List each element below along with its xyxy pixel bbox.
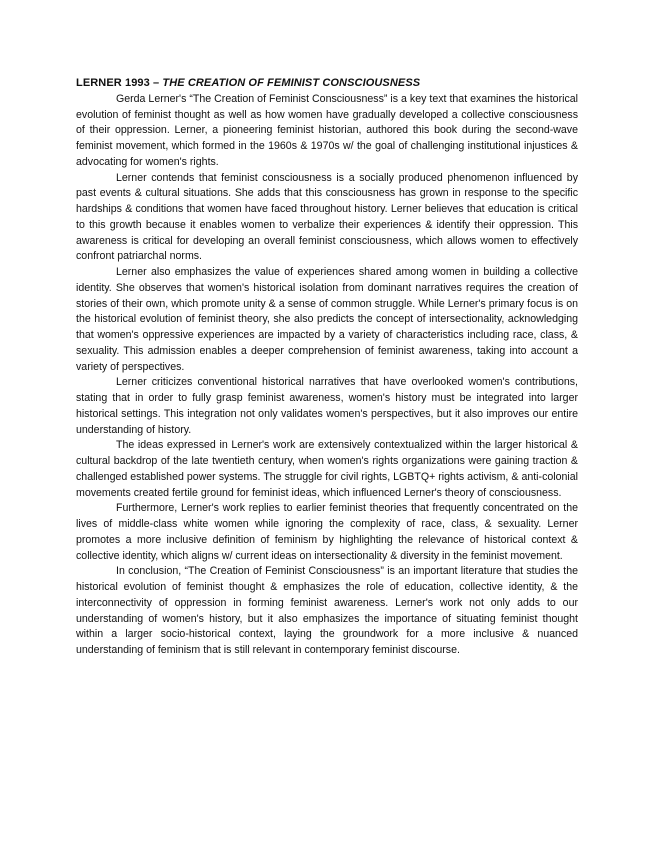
paragraph-1: Gerda Lerner's “The Creation of Feminist Consciousness” is a key text that examines the historical evolution of feminist thought as well as how women have gradually developed a collective consciousness of their oppression. Lerner, a pioneering feminist historian, authored this book during the second-wave feminist movement, which formed in the 1960s & 1970s w/ the goal of challenging institutional injustices & advocating for women's rights. (76, 92, 578, 168)
document-title (76, 76, 578, 92)
paragraph-7: In conclusion, “The Creation of Feminist Consciousness” is an important literature that studies the historical evolution of feminist thought & emphasizes the role of education, collective identity, & the interconnectivity of oppression in forming feminist awareness. Lerner's work not only adds to our understanding of women's history, but it also emphasizes the importance of situating feminist thought within a larger socio-historical context, laying the groundwork for a more inclusive & nuanced understanding of feminism that is still relevant in contemporary feminist discourse. (76, 565, 578, 656)
paragraph-2: Lerner contends that feminist consciousness is a socially produced phenomenon influenced by past events & cultural situations. She adds that this consciousness has grown in response to the specific hardships & conditions that women have faced throughout history. Lerner believes that education is critical to this growth because it enables women to verbalize their experiences & identify their oppression. This awareness is critical for developing an overall feminist consciousness, which allows women to effectively confront patriarchal norms. (76, 171, 578, 263)
paragraph-5: The ideas expressed in Lerner's work are extensively contextualized within the larger historical & cultural backdrop of the late twentieth century, when women's rights organizations were gaining traction & challenged established power systems. The struggle for civil rights, LGBTQ+ rights activism, & anti-colonial movements created fertile ground for feminist ideas, which influenced Lerner's theory of consciousness. (76, 439, 578, 499)
paragraph-3: Lerner also emphasizes the value of experiences shared among women in building a collective identity. She observes that women's historical isolation from dominant narratives requires the creation of stories of their own, which promote unity & a sense of common struggle. While Lerner's primary focus is on the historical evolution of feminist theory, she also predicts the concept of intersectionality, acknowledging that women's oppressive experiences are impacted by a variety of characteristics including race, class, & sexuality. This admission enables a deeper comprehension of feminist awareness, taking into account a variety of perspectives. (76, 266, 578, 373)
paragraph-4: Lerner criticizes conventional historical narratives that have overlooked women's contributions, stating that in order to fully grasp feminist awareness, women's history must be integrated into larger historical settings. This integration not only validates women's perspectives, but it also improves our entire understanding of history. (76, 376, 578, 436)
paragraph-6: Furthermore, Lerner's work replies to earlier feminist theories that frequently concentrated on the lives of middle-class white women while ignoring the complexity of race, class, & sexuality. Lerner promotes a more inclusive definition of feminism by highlighting the relevance of historical context & collective identity, which aligns w/ current ideas on intersectionality & diversity in the feminist movement. (76, 502, 578, 562)
title-prefix: LERNER 1993 – (76, 77, 163, 89)
document-page (76, 76, 578, 659)
title-italic: THE CREATION OF FEMINIST CONSCIOUSNESS (162, 77, 421, 89)
